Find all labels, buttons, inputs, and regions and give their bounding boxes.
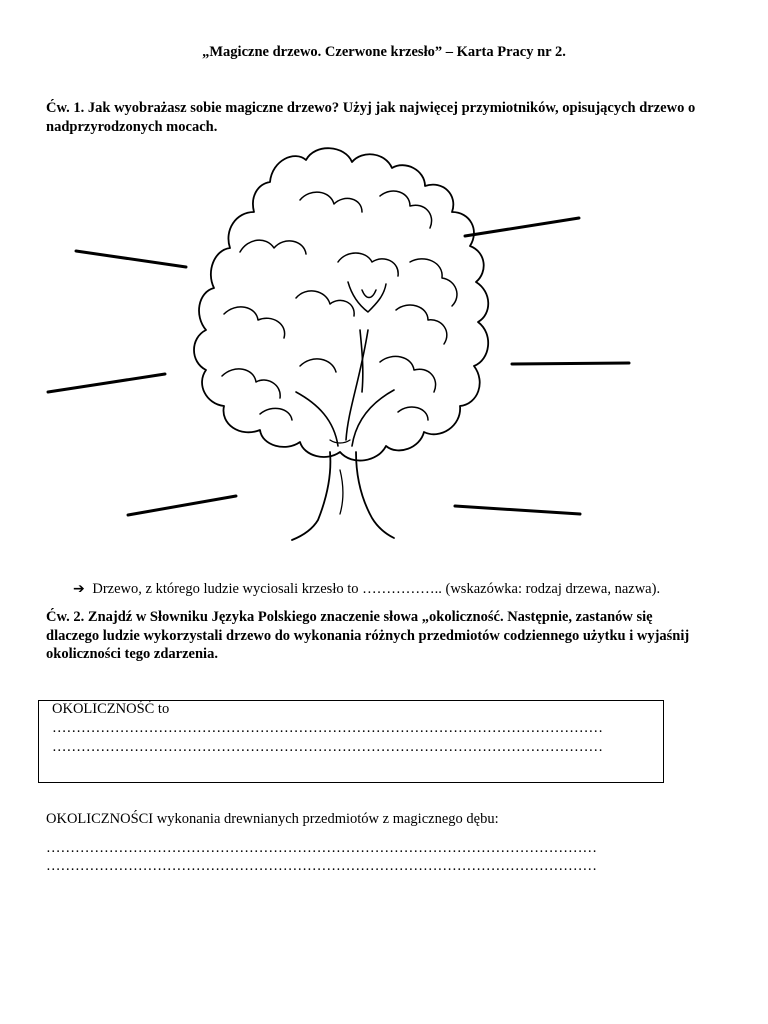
answer-line: [76, 251, 186, 267]
tree-branch: [296, 392, 338, 446]
answer-line: [128, 496, 236, 515]
tree-branch: [352, 390, 394, 446]
tree-leaf-cluster: [410, 259, 457, 306]
definition-answer-line-2[interactable]: ……………………………………………………………………………………………………: [52, 739, 603, 755]
circumstances-answer-line-2[interactable]: ……………………………………………………………………………………………………: [46, 858, 597, 874]
tree-leaf-cluster: [396, 305, 447, 344]
definition-box[interactable]: [38, 700, 664, 783]
arrow-right-icon: ➔: [73, 581, 85, 597]
tree-leaf-cluster: [338, 253, 398, 276]
tree-canopy-outline: [194, 148, 488, 460]
tree-leaf-cluster: [300, 359, 336, 372]
tree-trunk-detail: [330, 440, 350, 443]
circumstances-label: OKOLICZNOŚCI wykonania drewnianych przedmiotów z magicznego dębu:: [46, 811, 499, 827]
answer-line: [512, 363, 629, 364]
tree-trunk-detail: [340, 470, 343, 514]
exercise-1-instruction: Ćw. 1. Jak wyobrażasz sobie magiczne drzewo? Użyj jak najwięcej przymiotników, opisujących drzewo o nadprzyrodzonych mocach.: [46, 100, 696, 135]
exercise-2-instruction: Ćw. 2. Znajdź w Słowniku Języka Polskiego znaczenie słowa „okoliczność. Następnie, zastanów się dlaczego ludzie wykorzystali drzewo do wykonania różnych przedmiotów codziennego użytku i wyjaśnij okoliczności tego zdarzenia.: [46, 609, 690, 662]
tree-leaf-cluster: [224, 307, 285, 338]
definition-label: OKOLICZNOŚĆ to: [52, 701, 170, 717]
hint-row: [73, 580, 660, 599]
tree-leaf-cluster: [380, 356, 436, 392]
tree-leaf-cluster: [240, 240, 306, 254]
tree-crown-detail: [362, 290, 376, 298]
hint-text: Drzewo, z którego ludzie wyciosali krzesło to …………….. (wskazówka: rodzaj drzewa, nazwa).: [92, 581, 661, 597]
tree-branch: [346, 330, 368, 440]
tree-leaf-cluster: [260, 408, 292, 420]
answer-line: [465, 218, 579, 236]
definition-answer-line-1[interactable]: ……………………………………………………………………………………………………: [52, 720, 603, 736]
tree-leaf-cluster: [296, 291, 354, 316]
circumstances-answer-line-1[interactable]: ……………………………………………………………………………………………………: [46, 840, 597, 856]
page-title: „Magiczne drzewo. Czerwone krzesło” – Karta Pracy nr 2.: [202, 44, 566, 60]
tree-leaf-cluster: [222, 369, 280, 398]
tree-leaf-cluster: [380, 191, 432, 228]
tree-leaf-cluster: [300, 192, 362, 212]
answer-line: [48, 374, 165, 392]
tree-leaf-cluster: [398, 407, 428, 420]
answer-line: [455, 506, 580, 514]
